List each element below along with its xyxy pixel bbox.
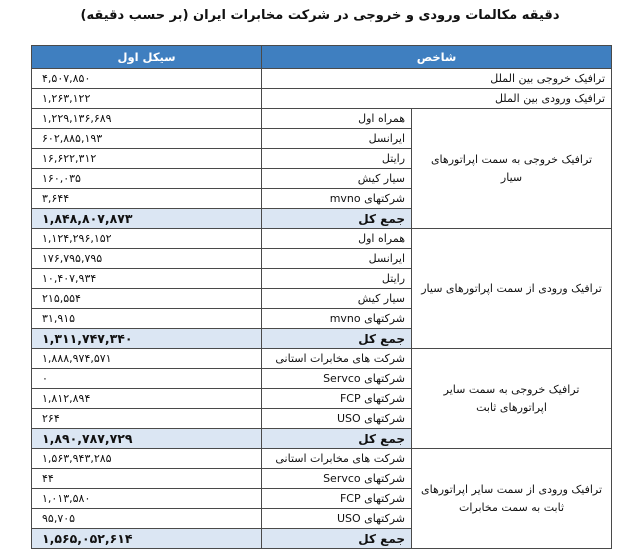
table-row (32, 229, 612, 249)
table-header-row (32, 46, 612, 69)
row-value: ۱,۱۲۴,۲۹۶,۱۵۲ (32, 229, 262, 249)
row-value: ۳,۶۴۴ (32, 189, 262, 209)
row-label: همراه اول (262, 229, 412, 249)
cropped-heading-fragment (250, 0, 280, 4)
row-value: ۴,۵۰۷,۸۵۰ (32, 69, 262, 89)
row-label: سیار کیش (262, 169, 412, 189)
row-label: شرکتهای FCP (262, 489, 412, 509)
total-value: ۱,۸۹۰,۷۸۷,۷۲۹ (32, 429, 262, 449)
row-value: ۱,۲۶۳,۱۲۲ (32, 89, 262, 109)
group-label: ترافیک خروجی به سمت اپراتورهای سیار (412, 109, 612, 229)
total-value: ۱,۵۶۵,۰۵۲,۶۱۴ (32, 529, 262, 549)
row-value: ۱,۸۸۸,۹۷۴,۵۷۱ (32, 349, 262, 369)
total-label: جمع کل (262, 329, 412, 349)
row-label: شرکتهای USO (262, 509, 412, 529)
row-value: ۰ (32, 369, 262, 389)
row-value: ۱,۸۱۲,۸۹۴ (32, 389, 262, 409)
total-label: جمع کل (262, 209, 412, 229)
row-label: شرکتهای FCP (262, 389, 412, 409)
row-label: شرکتهای Servco (262, 369, 412, 389)
row-label: شرکتهای Servco (262, 469, 412, 489)
row-value: ۹۵,۷۰۵ (32, 509, 262, 529)
row-value: ۱,۵۶۳,۹۴۳,۲۸۵ (32, 449, 262, 469)
row-label: سیار کیش (262, 289, 412, 309)
row-value: ۱۶,۶۲۲,۳۱۲ (32, 149, 262, 169)
row-value: ۱,۰۱۳,۵۸۰ (32, 489, 262, 509)
row-label: ترافیک خروجی بین الملل (262, 69, 612, 89)
row-label: شرکت های مخابرات استانی (262, 449, 412, 469)
row-label: شرکتهای mvno (262, 309, 412, 329)
row-value: ۲۱۵,۵۵۴ (32, 289, 262, 309)
row-label: رایتل (262, 149, 412, 169)
total-value: ۱,۸۴۸,۸۰۷,۸۷۳ (32, 209, 262, 229)
page-title: دقیقه مکالمات ورودی و خروجی در شرکت مخابرات ایران (بر حسب دقیقه) (80, 8, 560, 23)
row-label: همراه اول (262, 109, 412, 129)
table-row (32, 449, 612, 469)
total-value: ۱,۳۱۱,۷۴۷,۳۴۰ (32, 329, 262, 349)
row-label: شرکتهای USO (262, 409, 412, 429)
row-value: ۳۱,۹۱۵ (32, 309, 262, 329)
table-row (32, 69, 612, 89)
row-label: ایرانسل (262, 129, 412, 149)
row-value: ۴۴ (32, 469, 262, 489)
group-label: ترافیک ورودی از سمت سایر اپراتورهای ثابت به سمت مخابرات (412, 449, 612, 549)
row-value: ۱,۲۲۹,۱۳۶,۶۸۹ (32, 109, 262, 129)
row-value: ۶۰۲,۸۸۵,۱۹۳ (32, 129, 262, 149)
total-label: جمع کل (262, 429, 412, 449)
row-label: ایرانسل (262, 249, 412, 269)
row-value: ۱۶۰,۰۳۵ (32, 169, 262, 189)
group-label: ترافیک خروجی به سمت سایر اپراتورهای ثابت (412, 349, 612, 449)
table-row (32, 349, 612, 369)
row-label: شرکت های مخابرات استانی (262, 349, 412, 369)
total-label: جمع کل (262, 529, 412, 549)
table-row (32, 89, 612, 109)
group-label: ترافیک ورودی از سمت اپراتورهای سیار (412, 229, 612, 349)
row-value: ۱۷۶,۷۹۵,۷۹۵ (32, 249, 262, 269)
table-row (32, 109, 612, 129)
row-value: ۱۰,۴۰۷,۹۳۴ (32, 269, 262, 289)
header-indicator: شاخص (262, 46, 612, 69)
traffic-table (31, 45, 612, 549)
row-label: شرکتهای mvno (262, 189, 412, 209)
row-label: ترافیک ورودی بین الملل (262, 89, 612, 109)
table-body (32, 69, 612, 549)
row-value: ۲۶۴ (32, 409, 262, 429)
header-cycle: سیکل اول (32, 46, 262, 69)
row-label: رایتل (262, 269, 412, 289)
